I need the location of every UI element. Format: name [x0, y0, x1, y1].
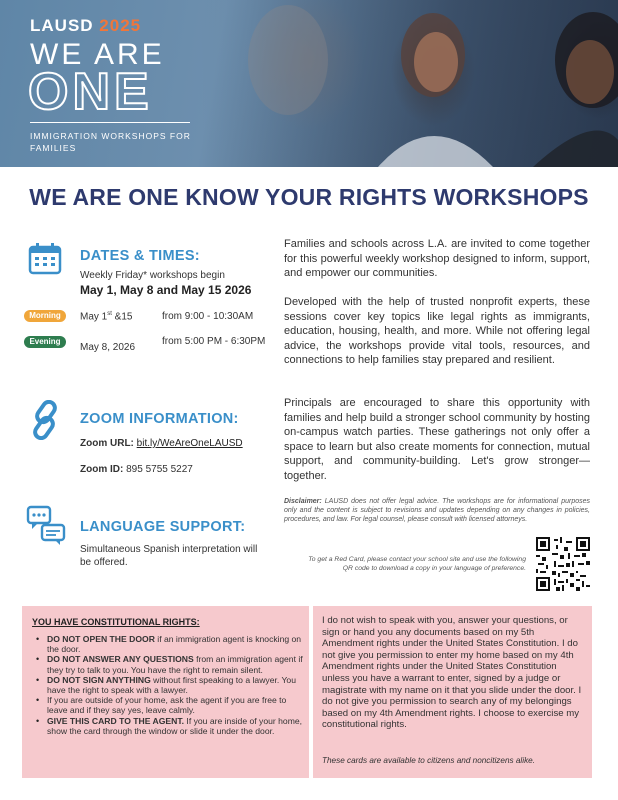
language-heading: LANGUAGE SUPPORT: — [80, 519, 246, 535]
list-item-bold: DO NOT OPEN THE DOOR — [47, 634, 155, 644]
morning-badge: Morning — [24, 310, 66, 322]
list-item — [32, 634, 304, 654]
intro-paragraph: Families and schools across L.A. are invited to come together for this powerful weekly workshop designed to inform, support, and empower our communities. — [284, 238, 590, 280]
list-item — [32, 695, 304, 715]
disclaimer-label: Disclaimer: — [284, 498, 322, 505]
disclaimer-text: LAUSD does not offer legal advice. The workshops are for informational purposes only and the content is subject to revisions and updates depending on any changes in policies, procedures, and law. For legal counsel, please consult with licensed attorneys. — [284, 498, 590, 523]
morning-date-sup: st — [107, 311, 112, 317]
chain-link-icon — [28, 400, 62, 440]
principals-paragraph: Principals are encouraged to share this opportunity with families and help build a stronger school community by hosting on-campus watch parties. These gatherings not only offer a space to learn but also create moments for connection, mutual support, and community-building. Let's grow stronger—together. — [284, 397, 590, 482]
brand-lausd-year — [30, 16, 141, 36]
qr-code-icon[interactable] — [536, 537, 590, 591]
zoom-heading: ZOOM INFORMATION: — [80, 411, 239, 427]
statement-text: I do not wish to speak with you, answer your questions, or sign or hand you any documents based on my 5th Amendment rights under the United States Constitution. I do not give you permission to enter my home based on my 4th Amendment rights under the United States Constitution unless you have a warrant to enter, signed by a judge or magistrate with my name on it that you slide under the door. I do not give you permission to search any of my belongings based on my 4th Amendment rights. I choose to exercise my constitutional rights. — [322, 615, 582, 731]
list-item-text: If you are inside of your home, show the card through the window or slide it under the door. — [47, 715, 303, 736]
morning-date-main: May 1 — [80, 311, 108, 323]
brand-we-are: WE ARE — [30, 38, 165, 71]
details-paragraph: Developed with the help of trusted nonprofit experts, these sessions cover key topics like legal rights as immigrants, education, housing, health, and more. While not offering legal advice, the workshops provide vital tools, resources, and connections to help families stay prepared and resilient. — [284, 296, 590, 367]
statement-footer: These cards are available to citizens and noncitizens alike. — [322, 756, 535, 765]
list-item-text: from an immigration agent if they try to talk to you. You have the right to remain silent. — [47, 654, 303, 675]
brand-one: ONE — [28, 63, 153, 121]
list-item-text: if an immigration agent is knocking on the door. — [47, 634, 302, 655]
list-item — [32, 716, 304, 736]
morning-dates — [80, 311, 132, 322]
dates-heading: DATES & TIMES: — [80, 248, 200, 264]
zoom-id-value: 895 5755 5227 — [126, 464, 193, 475]
brand-divider — [30, 122, 190, 123]
zoom-id-row — [80, 464, 193, 475]
calendar-icon — [28, 243, 62, 275]
dates-highlight: May 1, May 8 and May 15 2026 — [80, 283, 252, 297]
morning-date-tail: &15 — [111, 311, 133, 323]
list-item-bold: DO NOT ANSWER ANY QUESTIONS — [47, 654, 194, 665]
brand-subtitle: IMMIGRATION WORKSHOPS FOR FAMILIES — [30, 131, 191, 153]
zoom-url-label: Zoom URL: — [80, 438, 134, 449]
rights-list — [32, 634, 304, 736]
morning-time: from 9:00 - 10:30AM — [162, 311, 254, 322]
page-title: WE ARE ONE KNOW YOUR RIGHTS WORKSHOPS — [29, 184, 589, 210]
zoom-url-row — [80, 438, 243, 449]
list-item-text: without first speaking to a lawyer. You have the right to speak with a lawyer. — [47, 674, 296, 696]
red-card-note: To get a Red Card, please contact your school site and use the following QR code to download a copy in your language of preference. — [308, 556, 526, 572]
header-banner — [0, 0, 618, 167]
brand-prefix: LAUSD — [30, 16, 94, 35]
rights-card-title: YOU HAVE CONSTITUTIONAL RIGHTS: — [32, 617, 200, 627]
list-item-text: If you are outside of your home, ask the agent if you are free to leave and if they say yes, leave calmly. — [47, 695, 287, 716]
chat-bubbles-icon — [26, 505, 66, 545]
rights-card — [22, 606, 309, 778]
zoom-id-label: Zoom ID: — [80, 464, 124, 475]
zoom-url-link[interactable]: bit.ly/WeAreOneLAUSD — [136, 438, 243, 449]
list-item — [32, 654, 304, 674]
students-photo-illustration — [198, 0, 618, 167]
list-item-bold: GIVE THIS CARD TO THE AGENT. — [47, 715, 185, 726]
list-item-bold: DO NOT SIGN ANYTHING — [47, 674, 151, 685]
evening-badge: Evening — [24, 336, 66, 348]
brand-year: 2025 — [99, 16, 142, 35]
statement-card — [313, 606, 592, 778]
evening-date: May 8, 2026 — [80, 342, 136, 353]
disclaimer — [284, 497, 590, 524]
list-item — [32, 675, 304, 695]
language-text: Simultaneous Spanish interpretation will be offered. — [80, 544, 258, 568]
evening-time: from 5:00 PM - 6:30PM — [162, 336, 266, 347]
dates-intro: Weekly Friday* workshops begin — [80, 270, 225, 281]
